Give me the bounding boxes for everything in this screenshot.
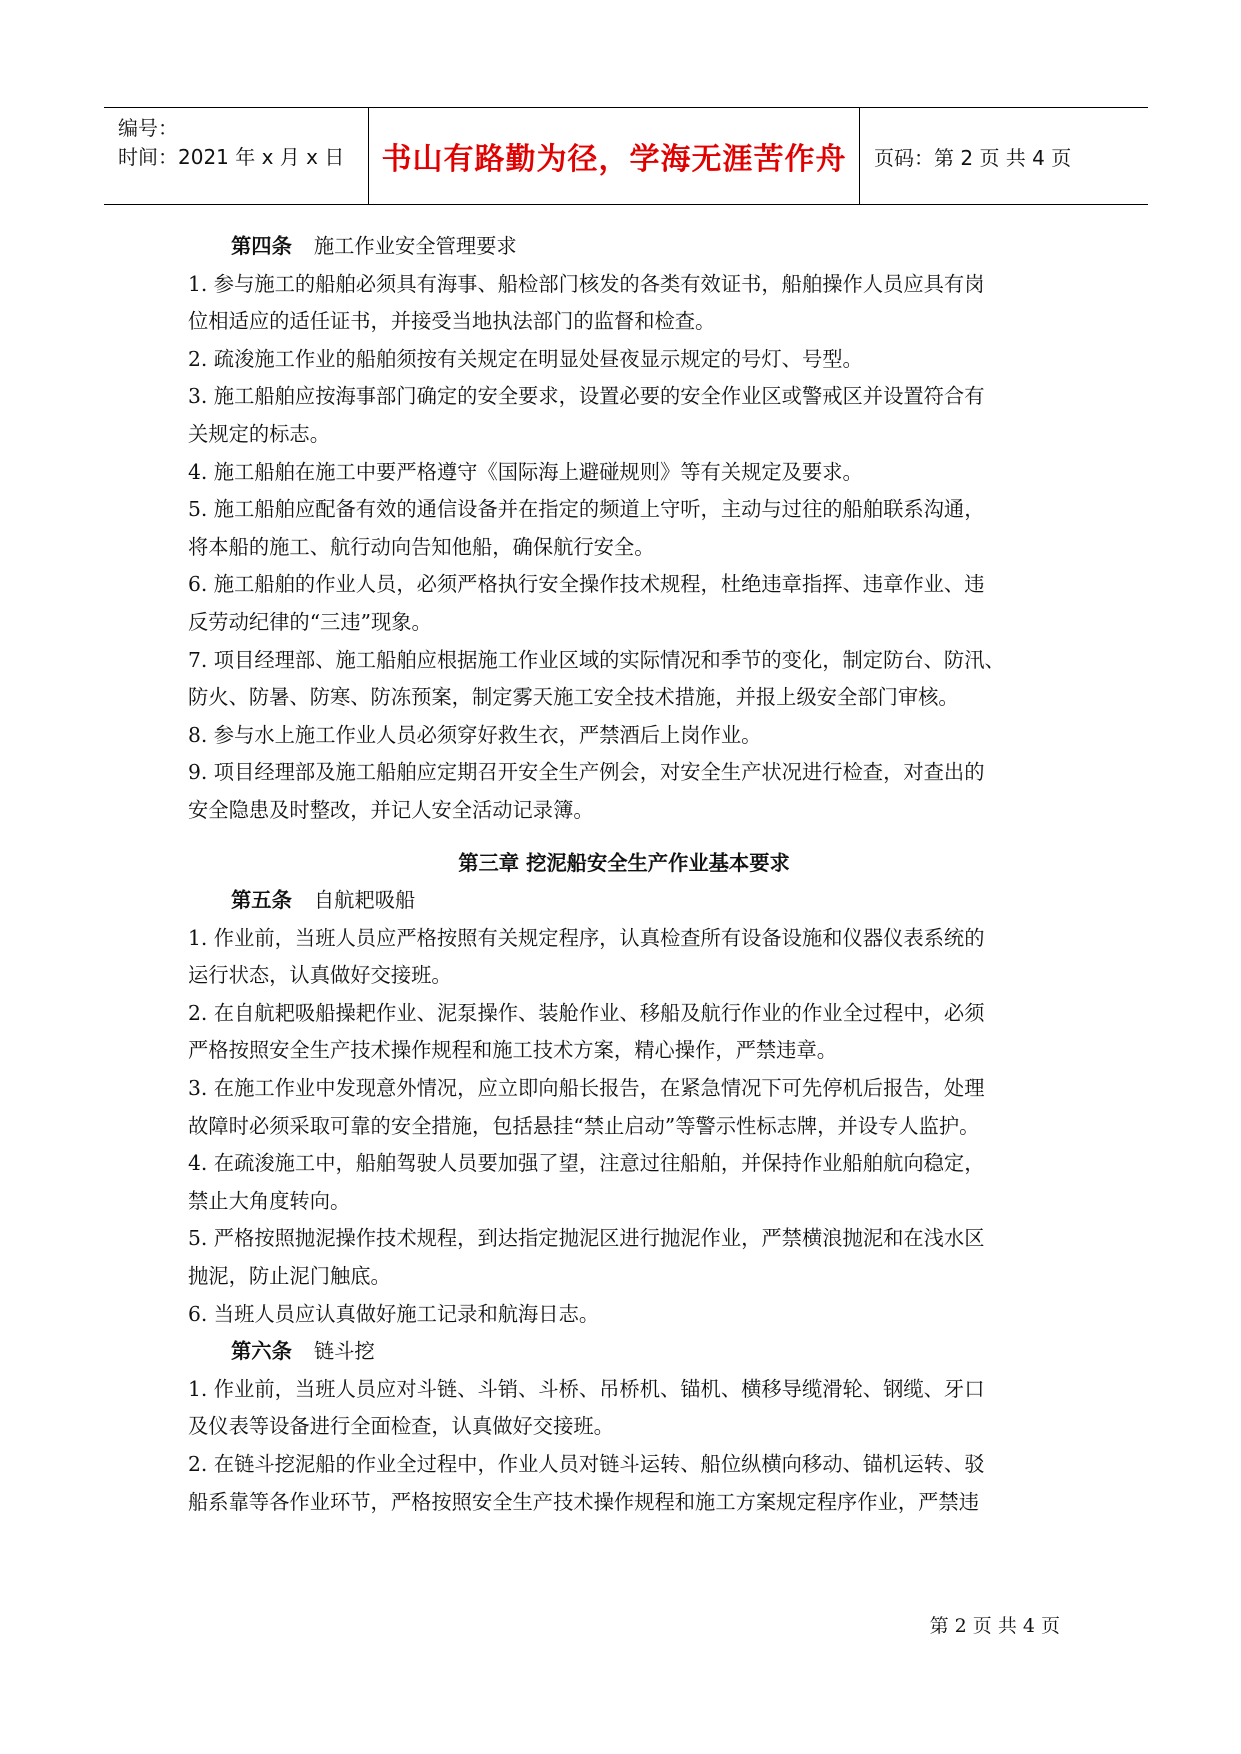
paragraph-line: 6. 施工船舶的作业人员，必须严格执行安全操作技术规程，杜绝违章指挥、违章作业、违 [188,572,985,597]
time-label: 时间：2021 年 x 月 x 日 [118,145,345,169]
number-label: 编号： [118,116,178,140]
paragraph-line: 关规定的标志。 [188,421,330,446]
paragraph-line: 3. 在施工作业中发现意外情况，应立即向船长报告，在紧急情况下可先停机后报告，处理 [188,1076,985,1101]
article-5-number: 第五条 [231,888,292,913]
paragraph-line: 9. 项目经理部及施工船舶应定期召开安全生产例会，对安全生产状况进行检查，对查出的 [188,760,985,785]
paragraph-line: 安全隐患及时整改，并记人安全活动记录簿。 [188,797,594,822]
paragraph-line: 1. 参与施工的船舶必须具有海事、船检部门核发的各类有效证书，船舶操作人员应具有岗 [188,271,985,296]
paragraph-line: 禁止大角度转向。 [188,1188,351,1213]
paragraph-line: 船系靠等各作业环节，严格按照安全生产技术操作规程和施工方案规定程序作业，严禁违 [188,1489,979,1514]
paragraph-line: 严格按照安全生产技术操作规程和施工技术方案，精心操作，严禁违章。 [188,1038,838,1063]
page-footer: 第 2 页 共 4 页 [929,1615,1060,1637]
paragraph-line: 2. 在自航耙吸船操耙作业、泥泵操作、装舱作业、移船及航行作业的作业全过程中，必须 [188,1000,985,1025]
page-header [104,107,1148,205]
paragraph-line: 位相适应的适任证书，并接受当地执法部门的监督和检查。 [188,309,716,334]
paragraph-line: 4. 施工船舶在施工中要严格遵守《国际海上避碰规则》等有关规定及要求。 [188,459,863,484]
paragraph-line: 防火、防暑、防寒、防冻预案，制定雾天施工安全技术措施，并报上级安全部门审核。 [188,685,959,710]
paragraph-line: 6. 当班人员应认真做好施工记录和航海日志。 [188,1301,600,1326]
header-motto: 书山有路勤为径，学海无涯苦作舟 [381,142,847,177]
article-6-heading [188,1333,1060,1371]
document-body [188,228,1060,1521]
paragraph-line: 故障时必须采取可靠的安全措施，包括悬挂“禁止启动”等警示性标志牌，并设专人监护。 [188,1113,980,1138]
paragraph-line: 反劳动纪律的“三违”现象。 [188,609,432,634]
paragraph-line: 2. 在链斗挖泥船的作业全过程中，作业人员对链斗运转、船位纵横向移动、锚机运转、驳 [188,1452,985,1476]
paragraph-line: 抛泥，防止泥门触底。 [188,1264,391,1289]
paragraph-line: 7. 项目经理部、施工船舶应根据施工作业区域的实际情况和季节的变化，制定防台、防汛、 [188,647,1005,672]
paragraph-line: 8. 参与水上施工作业人员必须穿好救生衣，严禁酒后上岗作业。 [188,722,762,747]
paragraph-line: 运行状态，认真做好交接班。 [188,963,452,988]
article-6-title: 链斗挖 [313,1339,375,1364]
article-4-heading [188,228,1060,266]
paragraph-line: 1. 作业前，当班人员应对斗链、斗销、斗桥、吊桥机、锚机、横移导缆滑轮、钢缆、牙口 [188,1376,985,1401]
article-5-title: 自航耙吸船 [313,888,416,913]
paragraph-line: 3. 施工船舶应按海事部门确定的安全要求，设置必要的安全作业区或警戒区并设置符合有 [188,384,985,409]
paragraph-line: 2. 疏浚施工作业的船舶须按有关规定在明显处昼夜显示规定的号灯、号型。 [188,346,863,371]
paragraph-line: 将本船的施工、航行动向告知他船，确保航行安全。 [188,534,655,559]
paragraph-line: 5. 施工船舶应配备有效的通信设备并在指定的频道上守听，主动与过往的船舶联系沟通， [188,497,985,522]
paragraph-line: 1. 作业前，当班人员应严格按照有关规定程序，认真检查所有设备设施和仪器仪表系统的 [188,925,985,950]
header-page-code: 页码：第 2 页 共 4 页 [874,145,1072,170]
paragraph-line: 4. 在疏浚施工中，船舶驾驶人员要加强了望，注意过往船舶，并保持作业船舶航向稳定， [188,1151,985,1176]
article-4-number: 第四条 [231,234,292,258]
chapter-3-title: 第三章 挖泥船安全生产作业基本要求 [458,850,790,875]
paragraph-line: 5. 严格按照抛泥操作技术规程，到达指定抛泥区进行抛泥作业，严禁横浪抛泥和在浅水区 [188,1226,985,1251]
article-4-title: 施工作业安全管理要求 [313,234,517,258]
header-divider [859,108,860,204]
article-5-heading [188,882,1060,920]
paragraph-line: 及仪表等设备进行全面检查，认真做好交接班。 [188,1414,614,1439]
article-6-number: 第六条 [231,1339,292,1364]
